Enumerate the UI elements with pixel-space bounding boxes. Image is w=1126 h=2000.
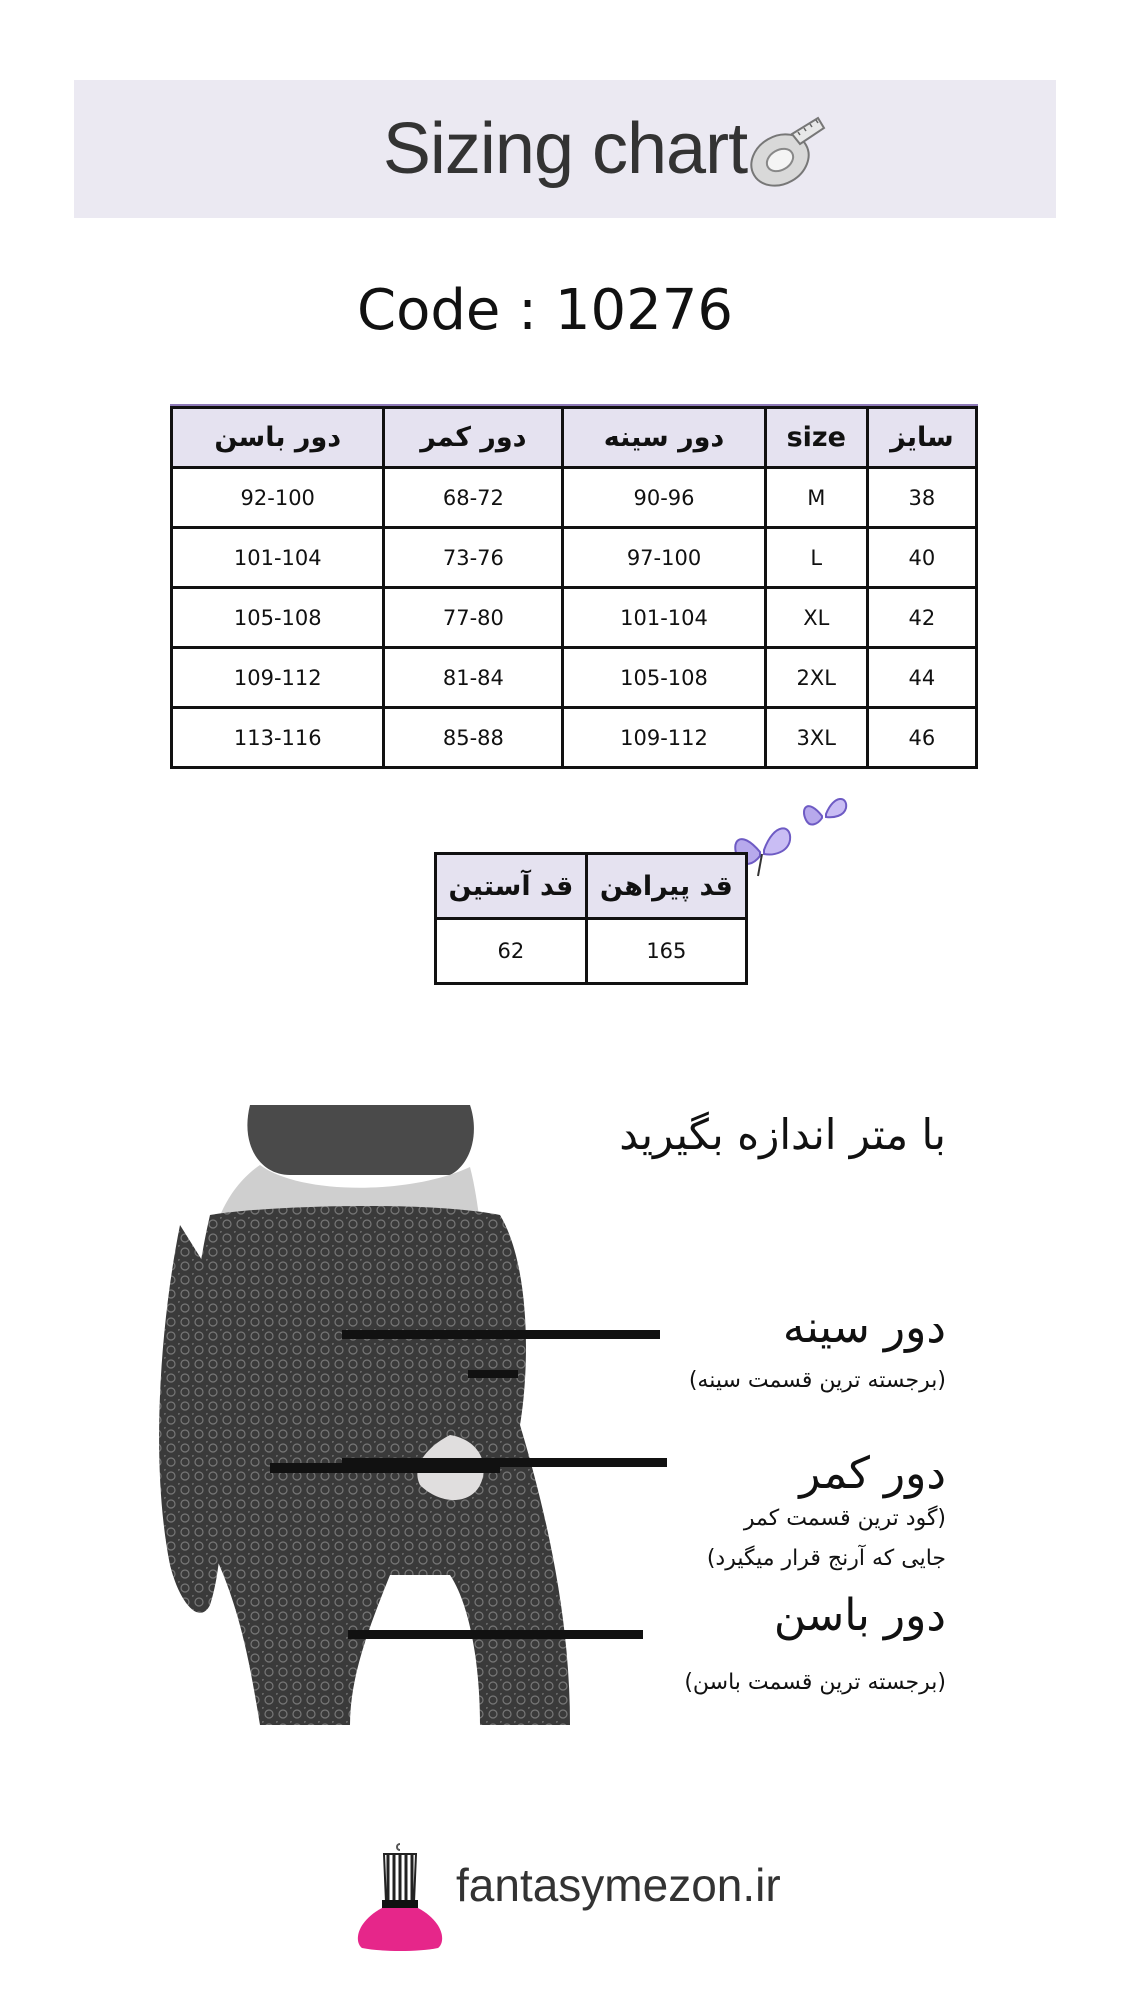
footer-site[interactable]: fantasymezon.ir [456, 1859, 781, 1911]
chest-measure-line [342, 1330, 660, 1339]
cell-chest: 90-96 [563, 468, 765, 528]
header-chest: دور سینه [563, 408, 765, 468]
cell-size: 2XL [765, 648, 867, 708]
chest-label: دور سینه [782, 1302, 946, 1353]
hip-measure-line [348, 1630, 643, 1639]
length-table [434, 852, 748, 985]
cell-hip: 109-112 [172, 648, 384, 708]
table-row [172, 528, 977, 588]
header-size: size [765, 408, 867, 468]
table-row [436, 919, 747, 984]
chest-note: (برجسته ترین قسمت سینه) [688, 1368, 946, 1393]
cell-size-fa: 40 [867, 528, 976, 588]
cell-waist: 73-76 [384, 528, 563, 588]
cell-waist: 77-80 [384, 588, 563, 648]
header-size-fa: سایز [867, 408, 976, 468]
cell-size-fa: 44 [867, 648, 976, 708]
cell-size: L [765, 528, 867, 588]
cell-hip: 105-108 [172, 588, 384, 648]
size-table [170, 406, 978, 769]
cell-size: XL [765, 588, 867, 648]
length-table-header [436, 854, 747, 919]
measuring-tape-icon [740, 112, 826, 198]
header-sleeve-length: قد آستین [436, 854, 587, 919]
cell-chest: 109-112 [563, 708, 765, 768]
table-row [172, 648, 977, 708]
header-banner [74, 80, 1056, 218]
header-dress-length: قد پیراهن [586, 854, 746, 919]
table-row [172, 588, 977, 648]
cell-dress-length: 165 [586, 919, 746, 984]
cell-chest: 105-108 [563, 648, 765, 708]
cell-sleeve-length: 62 [436, 919, 587, 984]
measure-guide-title: با متر اندازه بگیرید [619, 1110, 946, 1159]
table-row [172, 468, 977, 528]
chest-measure-line-short [468, 1370, 518, 1378]
butterfly-icon [800, 790, 850, 836]
cell-size-fa: 38 [867, 468, 976, 528]
cell-size-fa: 42 [867, 588, 976, 648]
product-code: Code : 10276 [357, 278, 733, 343]
cell-hip: 101-104 [172, 528, 384, 588]
dress-logo-icon [352, 1842, 448, 1952]
size-table-header [172, 408, 977, 468]
cell-size-fa: 46 [867, 708, 976, 768]
cell-size: 3XL [765, 708, 867, 768]
header-waist: دور کمر [384, 408, 563, 468]
cell-hip: 113-116 [172, 708, 384, 768]
cell-chest: 101-104 [563, 588, 765, 648]
table-row [172, 708, 977, 768]
hip-label: دور باسن [773, 1590, 946, 1641]
cell-chest: 97-100 [563, 528, 765, 588]
page-title: Sizing chart [382, 109, 748, 189]
waist-label: دور کمر [799, 1448, 946, 1499]
cell-hip: 92-100 [172, 468, 384, 528]
waist-note-2: جایی که آرنج قرار میگیرد) [706, 1546, 946, 1571]
header-hip: دور باسن [172, 408, 384, 468]
cell-waist: 85-88 [384, 708, 563, 768]
cell-waist: 81-84 [384, 648, 563, 708]
hip-note: (برجسته ترین قسمت باسن) [684, 1670, 946, 1695]
waist-measure-line [342, 1458, 667, 1467]
waist-note-1: (گود ترین قسمت کمر [743, 1506, 946, 1531]
cell-size: M [765, 468, 867, 528]
cell-waist: 68-72 [384, 468, 563, 528]
